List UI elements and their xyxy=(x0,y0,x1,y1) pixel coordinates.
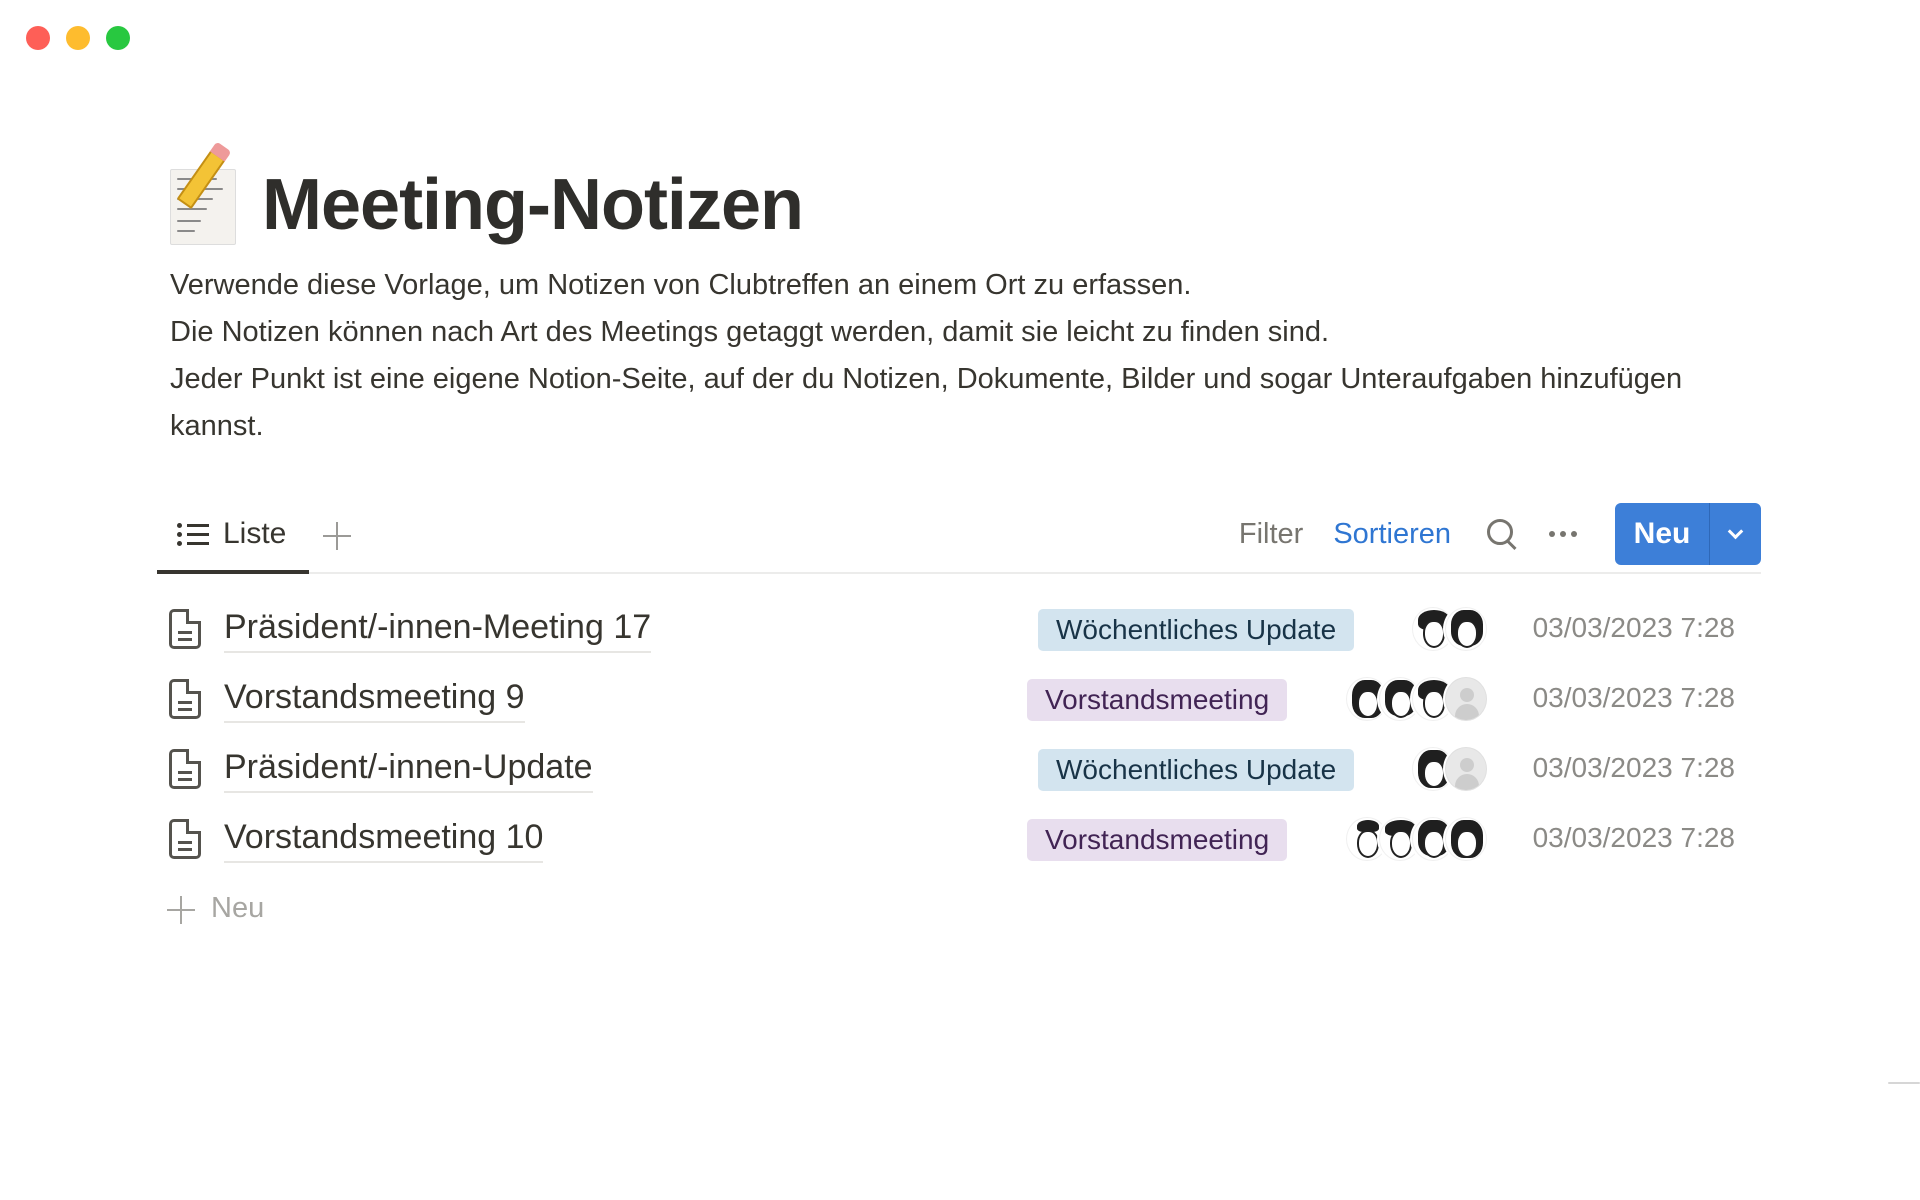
new-item-label: Neu xyxy=(211,892,265,924)
search-icon[interactable] xyxy=(1485,517,1519,551)
created-date: 03/03/2023 7:28 xyxy=(1532,682,1735,713)
description-line: Jeder Punkt ist eine eigene Notion-Seite, auf der du Notizen, Dokumente, Bilder und sogar Unteraufgaben hinzufügen kannst. xyxy=(170,363,1683,442)
list-item[interactable] xyxy=(157,664,1761,734)
tag-badge[interactable]: Vorstandsmeeting xyxy=(1027,679,1287,721)
page-document-icon xyxy=(169,749,201,789)
item-title[interactable]: Vorstandsmeeting 9 xyxy=(224,678,525,723)
more-horizontal-icon[interactable] xyxy=(1549,531,1577,537)
empty-avatar-icon xyxy=(1445,747,1487,791)
filter-button[interactable]: Filter xyxy=(1238,517,1304,550)
chevron-down-icon xyxy=(1728,523,1744,539)
new-dropdown-button[interactable] xyxy=(1709,503,1761,565)
list-item[interactable] xyxy=(157,594,1761,664)
page-title[interactable]: Meeting-Notizen xyxy=(262,165,803,245)
list-item[interactable] xyxy=(157,804,1761,874)
created-date: 03/03/2023 7:28 xyxy=(1532,612,1735,643)
description-line: Verwende diese Vorlage, um Notizen von Clubtreffen an einem Ort zu erfassen. xyxy=(170,269,1192,301)
tag-badge[interactable]: Wöchentliches Update xyxy=(1038,609,1354,651)
database-view-bar xyxy=(157,498,1761,574)
sort-button[interactable]: Sortieren xyxy=(1333,517,1451,550)
attendee-avatars[interactable] xyxy=(1346,817,1487,861)
tab-label: Liste xyxy=(223,517,287,550)
resize-handle xyxy=(1888,1082,1920,1084)
tab-liste[interactable] xyxy=(157,498,309,574)
list-view xyxy=(157,594,1761,944)
tag-badge[interactable]: Vorstandsmeeting xyxy=(1027,819,1287,861)
new-button[interactable]: Neu xyxy=(1633,517,1691,550)
view-actions xyxy=(1239,498,1761,570)
avatar xyxy=(1445,817,1487,861)
page-document-icon xyxy=(169,679,201,719)
attendee-avatars[interactable] xyxy=(1412,607,1487,651)
page-document-icon xyxy=(169,609,201,649)
item-title[interactable]: Präsident/-innen-Update xyxy=(224,748,593,793)
item-title[interactable]: Präsident/-innen-Meeting 17 xyxy=(224,608,651,653)
add-new-item-button[interactable] xyxy=(157,874,1761,944)
title-row xyxy=(170,160,1770,250)
description-line: Die Notizen können nach Art des Meetings getaggt werden, damit sie leicht zu finden sind. xyxy=(170,316,1330,348)
list-item[interactable] xyxy=(157,734,1761,804)
page-header xyxy=(170,160,1770,450)
avatar xyxy=(1445,607,1487,651)
page-document-icon xyxy=(169,819,201,859)
window-controls xyxy=(26,26,130,50)
close-window-button[interactable] xyxy=(26,26,50,50)
maximize-window-button[interactable] xyxy=(106,26,130,50)
created-date: 03/03/2023 7:28 xyxy=(1532,822,1735,853)
plus-icon xyxy=(167,896,195,924)
empty-avatar-icon xyxy=(1445,677,1487,721)
list-icon xyxy=(177,522,209,546)
minimize-window-button[interactable] xyxy=(66,26,90,50)
item-title[interactable]: Vorstandsmeeting 10 xyxy=(224,818,543,863)
memo-pencil-icon[interactable] xyxy=(170,165,242,245)
attendee-avatars[interactable] xyxy=(1346,677,1487,721)
created-date: 03/03/2023 7:28 xyxy=(1532,752,1735,783)
attendee-avatars[interactable] xyxy=(1412,747,1487,791)
page-description[interactable] xyxy=(170,262,1770,450)
add-view-plus-icon[interactable] xyxy=(317,516,357,556)
tag-badge[interactable]: Wöchentliches Update xyxy=(1038,749,1354,791)
new-button-group xyxy=(1615,503,1761,565)
